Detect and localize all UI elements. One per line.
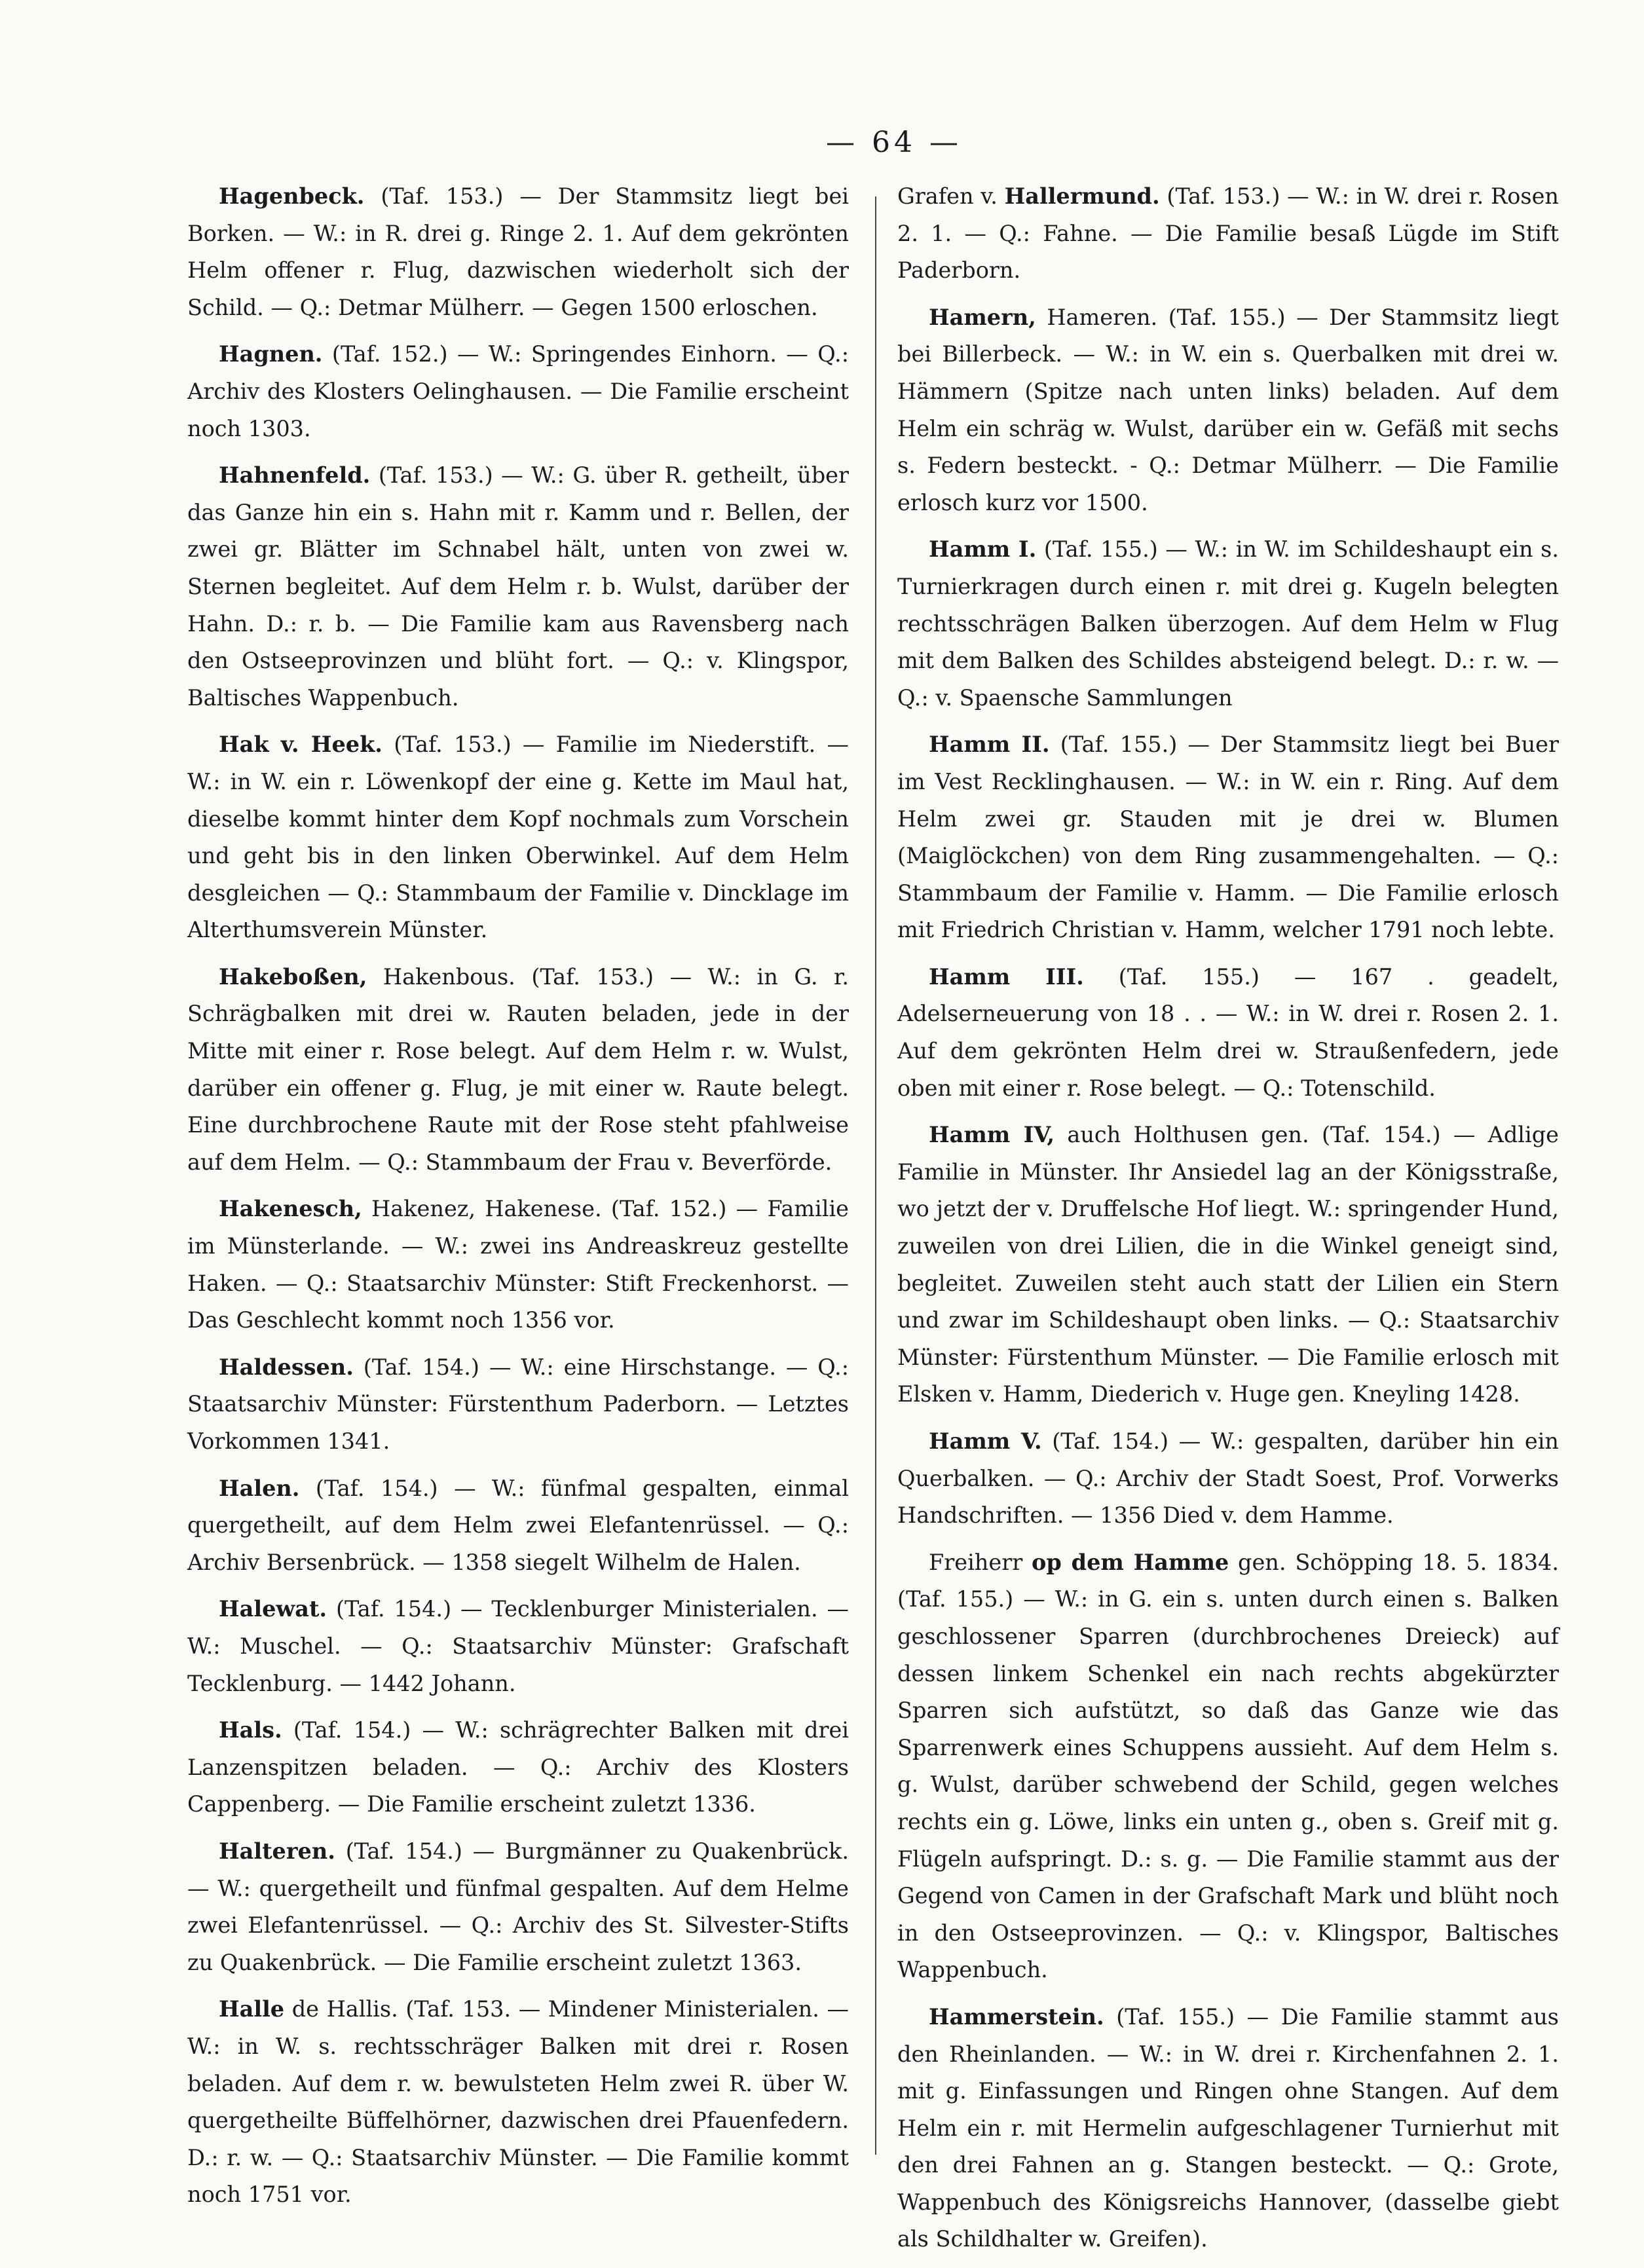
headword: Hamm IV, bbox=[929, 1122, 1055, 1148]
headword: Halewat. bbox=[219, 1596, 327, 1622]
headword: Hallermund. bbox=[1004, 183, 1160, 209]
entry-hamm-iii bbox=[897, 959, 1559, 1107]
entry-text: (Taf. 154.) — W.: gespalten, darüber hin ein Querbalken. — Q.: Archiv der Stadt Soest, Prof. Vorwerks Handschriften. — 1356 Died v. dem Hamme. bbox=[897, 1428, 1560, 1529]
headword: Hagenbeck. bbox=[219, 183, 365, 209]
headword: op dem Hamme bbox=[1032, 1549, 1229, 1575]
entry-hals bbox=[187, 1712, 849, 1823]
headword: Hamm V. bbox=[929, 1428, 1042, 1454]
entry-halteren bbox=[187, 1833, 849, 1981]
entry-hakebossen bbox=[187, 959, 849, 1181]
entry-text: (Taf. 154.) — Tecklenburger Ministerialen. — W.: Muschel. — Q.: Staatsarchiv Münster: Grafschaft Tecklenburg. — 1442 Johann. bbox=[187, 1596, 849, 1696]
entry-text: (Taf. 155.) — 167 . geadelt, Adelserneuerung von 18 . . — W.: in W. drei r. Rosen 2. 1. Auf dem gekrönten Helm drei w. Straußenfedern, jede oben mit einer r. Rose belegt. — Q.: Totenschild. bbox=[897, 963, 1559, 1101]
headword: Hakenesch, bbox=[219, 1196, 362, 1222]
headword: Hals. bbox=[219, 1717, 282, 1743]
entry-hamm-i bbox=[897, 531, 1559, 716]
entry-hammerstein bbox=[897, 1999, 1559, 2258]
headword: Hamm I. bbox=[929, 536, 1037, 563]
right-column bbox=[897, 178, 1559, 2268]
entry-text: (Taf. 153.) — Familie im Niederstift. — W.: in W. ein r. Löwenkopf der eine g. Kette im Maul hat, dieselbe kommt hinter dem Kopf nochmals zum Vorschein und geht bis in den linken Oberwinkel. Auf dem Helm desgleichen — Q.: Stammbaum der Familie v. Dincklage im Alterthumsverein Münster. bbox=[187, 732, 850, 943]
headword: Hammerstein. bbox=[929, 2003, 1104, 2030]
left-column bbox=[187, 178, 849, 2223]
headword: Halen. bbox=[219, 1475, 300, 1501]
entry-op-dem-hamme bbox=[897, 1544, 1559, 1989]
entry-hamm-v bbox=[897, 1423, 1559, 1534]
column-divider bbox=[875, 196, 876, 2155]
entry-hamern bbox=[897, 299, 1559, 522]
entry-text: gen. Schöpping 18. 5. 1834. (Taf. 155.) — W.: in G. ein s. unten durch einen s. Balken geschlossener Sparren (durchbrochenes Dreieck) auf dessen linkem Schenkel ein nach rechts abgekürzter Sparren sich aufstützt, so daß das Ganze wie das Sparrenwerk eines Schuppens aussieht. Auf dem Helm s. g. Wulst, darüber schwebend der Schild, gegen welches rechts ein g. Löwe, links ein unten g., oben s. Greif mit g. Flügeln aufspringt. D.: s. g. — Die Familie stammt aus der Gegend von Camen in der Grafschaft Mark und blüht noch in den Ostseeprovinzen. — Q.: v. Klingspor, Baltisches Wappenbuch. bbox=[897, 1549, 1559, 1983]
entry-text: auch Holthusen gen. (Taf. 154.) — Adlige Familie in Münster. Ihr Ansiedel lag an der Königsstraße, wo jetzt der v. Druffelsche Hof liegt. W.: springender Hund, zuweilen von drei Lilien, die in die Winkel geneigt sind, begleitet. Zuweilen steht auch statt der Lilien ein Stern und zwar im Schildeshaupt oben links. — Q.: Staatsarchiv Münster: Fürstenthum Münster. — Die Familie erlosch mit Elsken v. Hamm, Diederich v. Huge gen. Kneyling 1428. bbox=[897, 1122, 1559, 1407]
entry-prefix: Grafen v. bbox=[897, 183, 1005, 209]
entry-hagenbeck bbox=[187, 178, 849, 326]
headword: Halle bbox=[219, 1996, 285, 2022]
headword: Hahnenfeld. bbox=[219, 462, 371, 489]
page-number: — 64 — bbox=[826, 126, 962, 159]
entry-text: (Taf. 154.) — Burgmänner zu Quakenbrück. — W.: quergetheilt und fünfmal gespalten. Auf dem Helme zwei Elefantenrüssel. — Q.: Archiv des St. Silvester-Stifts zu Quakenbrück. — Die Familie erscheint zuletzt 1363. bbox=[187, 1838, 849, 1975]
entry-hamm-iv bbox=[897, 1117, 1559, 1413]
headword: Halteren. bbox=[219, 1838, 335, 1864]
entry-text: (Taf. 153.) — W.: G. über R. getheilt, über das Ganze hin ein s. Hahn mit r. Kamm und r. Bellen, der zwei gr. Blätter im Schnabel hält, unten von zwei w. Sternen begleitet. Auf dem Helm r. b. Wulst, darüber der Hahn. D.: r. b. — Die Familie kam aus Ravensberg nach den Ostseeprovinzen und blüht fort. — Q.: v. Klingspor, Baltisches Wappenbuch. bbox=[187, 462, 849, 711]
entry-text: (Taf. 153.) — Der Stammsitz liegt bei Borken. — W.: in R. drei g. Ringe 2. 1. Auf dem gekrönten Helm offener r. Flug, dazwischen wiederholt sich der Schild. — Q.: Detmar Mülherr. — Gegen 1500 erloschen. bbox=[187, 183, 849, 320]
entry-hallermund bbox=[897, 178, 1559, 289]
entry-text: (Taf. 155.) — W.: in W. im Schildeshaupt ein s. Turnierkragen durch einen r. mit drei g. Kugeln belegten rechtsschrägen Balken überzogen. Auf dem Helm w Flug mit dem Balken des Schildes absteigend belegt. D.: r. w. — Q.: v. Spaensche Sammlungen bbox=[897, 536, 1559, 711]
entry-text: (Taf. 154.) — W.: fünfmal gespalten, einmal quergetheilt, auf dem Helm zwei Elefantenrüssel. — Q.: Archiv Bersenbrück. — 1358 siegelt Wilhelm de Halen. bbox=[187, 1475, 849, 1575]
entry-halle bbox=[187, 1991, 849, 2214]
headword: Hamern, bbox=[929, 304, 1036, 330]
entry-text: Hameren. (Taf. 155.) — Der Stammsitz liegt bei Billerbeck. — W.: in W. ein s. Querbalken mit drei w. Hämmern (Spitze nach unten links) beladen. Auf dem Helm ein schräg w. Wulst, darüber ein w. Gefäß mit sechs s. Federn besteckt. - Q.: Detmar Mülherr. — Die Familie erlosch kurz vor 1500. bbox=[897, 304, 1559, 515]
entry-hagnen bbox=[187, 336, 849, 447]
entry-text: (Taf. 152.) — W.: Springendes Einhorn. — Q.: Archiv des Klosters Oelinghausen. — Die Familie erscheint noch 1303. bbox=[187, 341, 849, 441]
entry-text: (Taf. 155.) — Der Stammsitz liegt bei Buer im Vest Recklinghausen. — W.: in W. ein r. Ring. Auf dem Helm zwei gr. Stauden mit je drei w. Blumen (Maiglöckchen) von dem Ring zusammengehalten. — Q.: Stammbaum der Familie v. Hamm. — Die Familie erlosch mit Friedrich Christian v. Hamm, welcher 1791 noch lebte. bbox=[897, 732, 1560, 943]
entry-haldessen bbox=[187, 1349, 849, 1460]
entry-hamm-ii bbox=[897, 726, 1559, 949]
entry-text: (Taf. 154.) — W.: schrägrechter Balken mit drei Lanzenspitzen beladen. — Q.: Archiv des Klosters Cappenberg. — Die Familie erscheint zuletzt 1336. bbox=[187, 1717, 849, 1817]
entry-hak-v-heek bbox=[187, 726, 849, 949]
entry-text: (Taf. 154.) — W.: eine Hirschstange. — Q.: Staatsarchiv Münster: Fürstenthum Paderborn. — Letztes Vorkommen 1341. bbox=[187, 1354, 849, 1454]
entry-text: (Taf. 155.) — Die Familie stammt aus den Rheinlanden. — W.: in W. drei r. Kirchenfahnen 2. 1. mit g. Einfassungen und Ringen ohne Stangen. Auf dem Helm ein r. mit Hermelin aufgeschlagener Turnierhut mit den drei Fahnen an g. Stangen besteckt. — Q.: Grote, Wappenbuch des Königsreichs Hannover, (dasselbe giebt als Schildhalter w. Greifen). bbox=[897, 2003, 1559, 2252]
headword: Hak v. Heek. bbox=[219, 732, 383, 758]
entry-prefix: Freiherr bbox=[929, 1549, 1032, 1575]
headword: Hakeboßen, bbox=[219, 963, 367, 990]
entry-hakenesch bbox=[187, 1191, 849, 1339]
entry-text: (Taf. 153.) — W.: in W. drei r. Rosen 2. 1. — Q.: Fahne. — Die Familie besaß Lügde im Stift Paderborn. bbox=[897, 183, 1559, 284]
headword: Hamm II. bbox=[929, 732, 1050, 758]
entry-text: de Hallis. (Taf. 153. — Mindener Ministerialen. — W.: in W. s. rechtsschräger Balken mit drei r. Rosen beladen. Auf dem r. w. bewulsteten Helm zwei R. über W. quergetheilte Büffelhörner, dazwischen drei Pfauenfedern. D.: r. w. — Q.: Staatsarchiv Münster. — Die Familie kommt noch 1751 vor. bbox=[187, 1996, 849, 2208]
entry-text: Hakenez, Hakenese. (Taf. 152.) — Familie im Münsterlande. — W.: zwei ins Andreaskreuz gestellte Haken. — Q.: Staatsarchiv Münster: Stift Freckenhorst. — Das Geschlecht kommt noch 1356 vor. bbox=[187, 1196, 849, 1333]
headword: Hamm III. bbox=[929, 963, 1084, 990]
headword: Haldessen. bbox=[219, 1354, 354, 1380]
entry-text: Hakenbous. (Taf. 153.) — W.: in G. r. Schrägbalken mit drei w. Rauten beladen, jede in der Mitte mit einer r. Rose belegt. Auf dem Helm r. w. Wulst, darüber ein offener g. Flug, je mit einer w. Raute belegt. Eine durchbrochene Raute mit der Rose steht pfahlweise auf dem Helm. — Q.: Stammbaum der Frau v. Beverförde. bbox=[187, 963, 849, 1175]
headword: Hagnen. bbox=[219, 341, 323, 367]
entry-hahnenfeld bbox=[187, 457, 849, 716]
entry-halen bbox=[187, 1470, 849, 1582]
entry-halewat bbox=[187, 1591, 849, 1702]
